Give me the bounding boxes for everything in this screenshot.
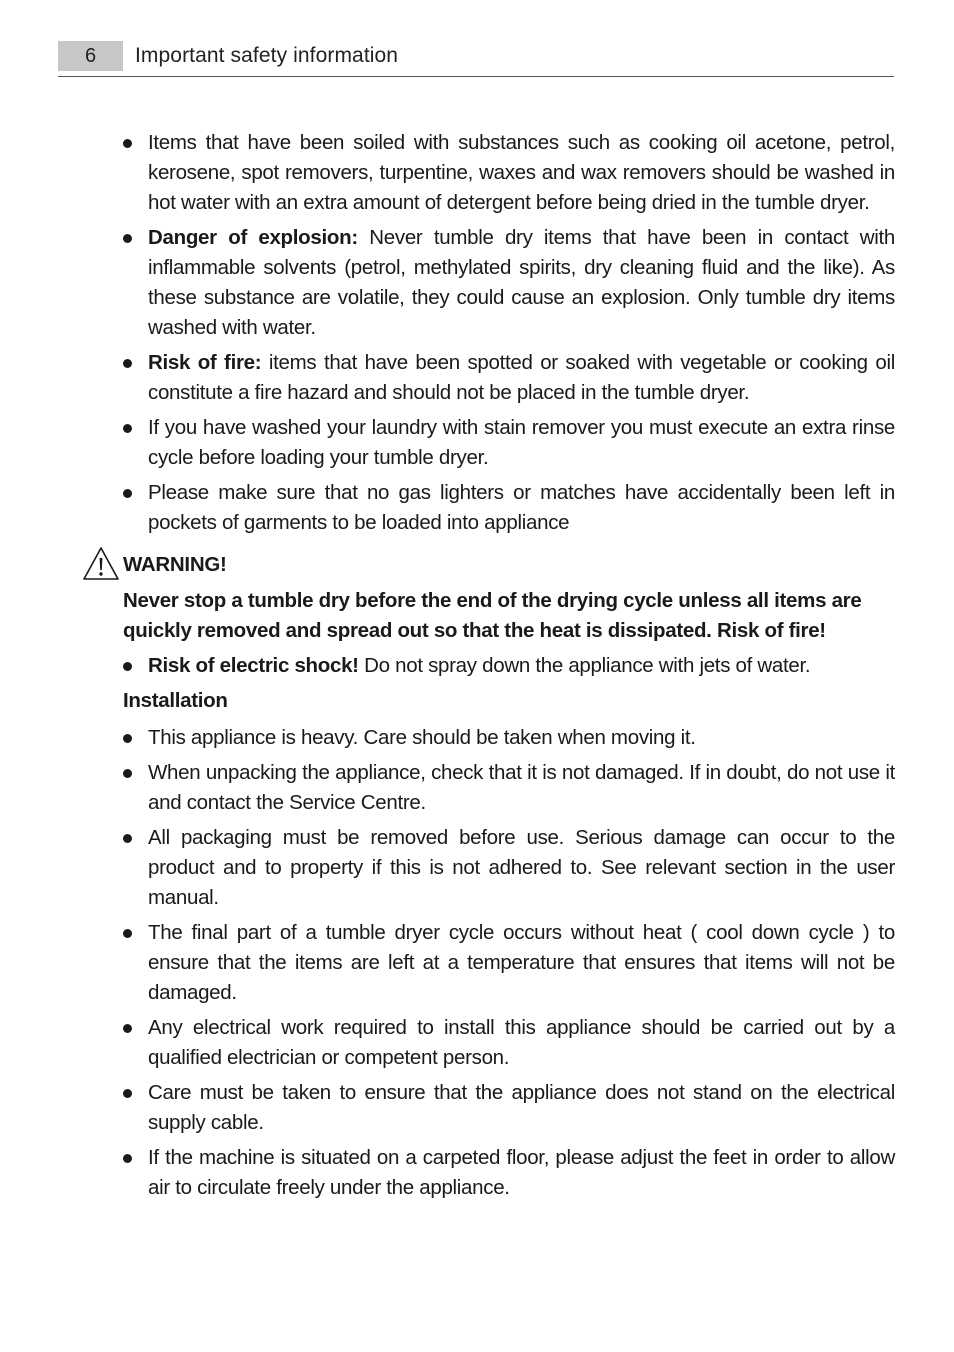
- item-text: Any electrical work required to install this appliance should be carried out by a qualified electrician or competent person.: [148, 1016, 895, 1069]
- bullet-icon: [123, 359, 132, 368]
- bullet-icon: [123, 834, 132, 843]
- list-item: [123, 478, 895, 538]
- item-text: This appliance is heavy. Care should be taken when moving it.: [148, 726, 696, 749]
- warning-triangle-icon: [82, 546, 120, 582]
- bullet-icon: [123, 424, 132, 433]
- item-text: If the machine is situated on a carpeted floor, please adjust the feet in order to allow air to circulate freely under the appliance.: [148, 1146, 895, 1199]
- list-item: [123, 1143, 895, 1203]
- header-title: Important safety information: [135, 44, 399, 67]
- list-item: [123, 918, 895, 1008]
- warning-text: Never stop a tumble dry before the end of the drying cycle unless all items are quickly removed and spread out so that the heat is dissipated. Risk of fire!: [123, 589, 862, 642]
- list-item: [123, 723, 895, 753]
- bullet-icon: [123, 769, 132, 778]
- bullet-icon: [123, 662, 132, 671]
- item-text: When unpacking the appliance, check that it is not damaged. If in doubt, do not use it and contact the Service Centre.: [148, 761, 895, 814]
- item-bold-label: Danger of explosion:: [148, 226, 358, 249]
- page-number: 6: [58, 41, 123, 71]
- warning-title: WARNING!: [123, 553, 227, 576]
- item-text: Never tumble dry items that have been in contact with inflammable solvents (petrol, methylated spirits, dry cleaning fluid and the like). As these substance are volatile, they could cause an explosion. Only tumble dry items washed with water.: [148, 226, 895, 339]
- installation-heading: Installation: [123, 689, 228, 712]
- item-text: items that have been spotted or soaked with vegetable or cooking oil constitute a fire hazard and should not be placed in the tumble dryer.: [148, 351, 896, 404]
- warning-block: [123, 550, 895, 646]
- bullet-icon: [123, 234, 132, 243]
- list-item: [123, 223, 895, 343]
- bullet-icon: [123, 1089, 132, 1098]
- list-item: [123, 1078, 895, 1138]
- list-item: [123, 1013, 895, 1073]
- item-text: Care must be taken to ensure that the appliance does not stand on the electrical supply cable.: [148, 1081, 895, 1134]
- item-text: Do not spray down the appliance with jets of water.: [358, 654, 811, 677]
- item-text: All packaging must be removed before use. Serious damage can occur to the product and to property if this is not adhered to. See relevant section in the user manual.: [148, 826, 895, 909]
- list-item: [123, 823, 895, 913]
- list-item: [123, 651, 895, 681]
- installation-list: [123, 723, 895, 1203]
- bullet-icon: [123, 489, 132, 498]
- bullet-icon: [123, 1154, 132, 1163]
- item-text: Please make sure that no gas lighters or matches have accidentally been left in pockets of garments to be loaded into appliance: [148, 481, 895, 534]
- item-text: The final part of a tumble dryer cycle occurs without heat ( cool down cycle ) to ensure that the items are left at a temperature that ensures that items will not be damaged.: [148, 921, 895, 1004]
- shock-list: [123, 651, 895, 681]
- item-bold-label: Risk of electric shock!: [148, 654, 359, 677]
- bullet-icon: [123, 734, 132, 743]
- page-content: [123, 128, 895, 1208]
- bullet-icon: [123, 1024, 132, 1033]
- safety-list: [123, 128, 895, 538]
- bullet-icon: [123, 139, 132, 148]
- page-header: [58, 41, 894, 77]
- list-item: [123, 348, 895, 408]
- list-item: [123, 128, 895, 218]
- item-text: If you have washed your laundry with stain remover you must execute an extra rinse cycle before loading your tumble dryer.: [148, 416, 895, 469]
- bullet-icon: [123, 929, 132, 938]
- item-text: Items that have been soiled with substances such as cooking oil acetone, petrol, kerosene, spot removers, turpentine, waxes and wax removers should be washed in hot water with an extra amount of detergent before being dried in the tumble dryer.: [148, 131, 895, 214]
- list-item: [123, 413, 895, 473]
- item-bold-label: Risk of fire:: [148, 351, 262, 374]
- list-item: [123, 758, 895, 818]
